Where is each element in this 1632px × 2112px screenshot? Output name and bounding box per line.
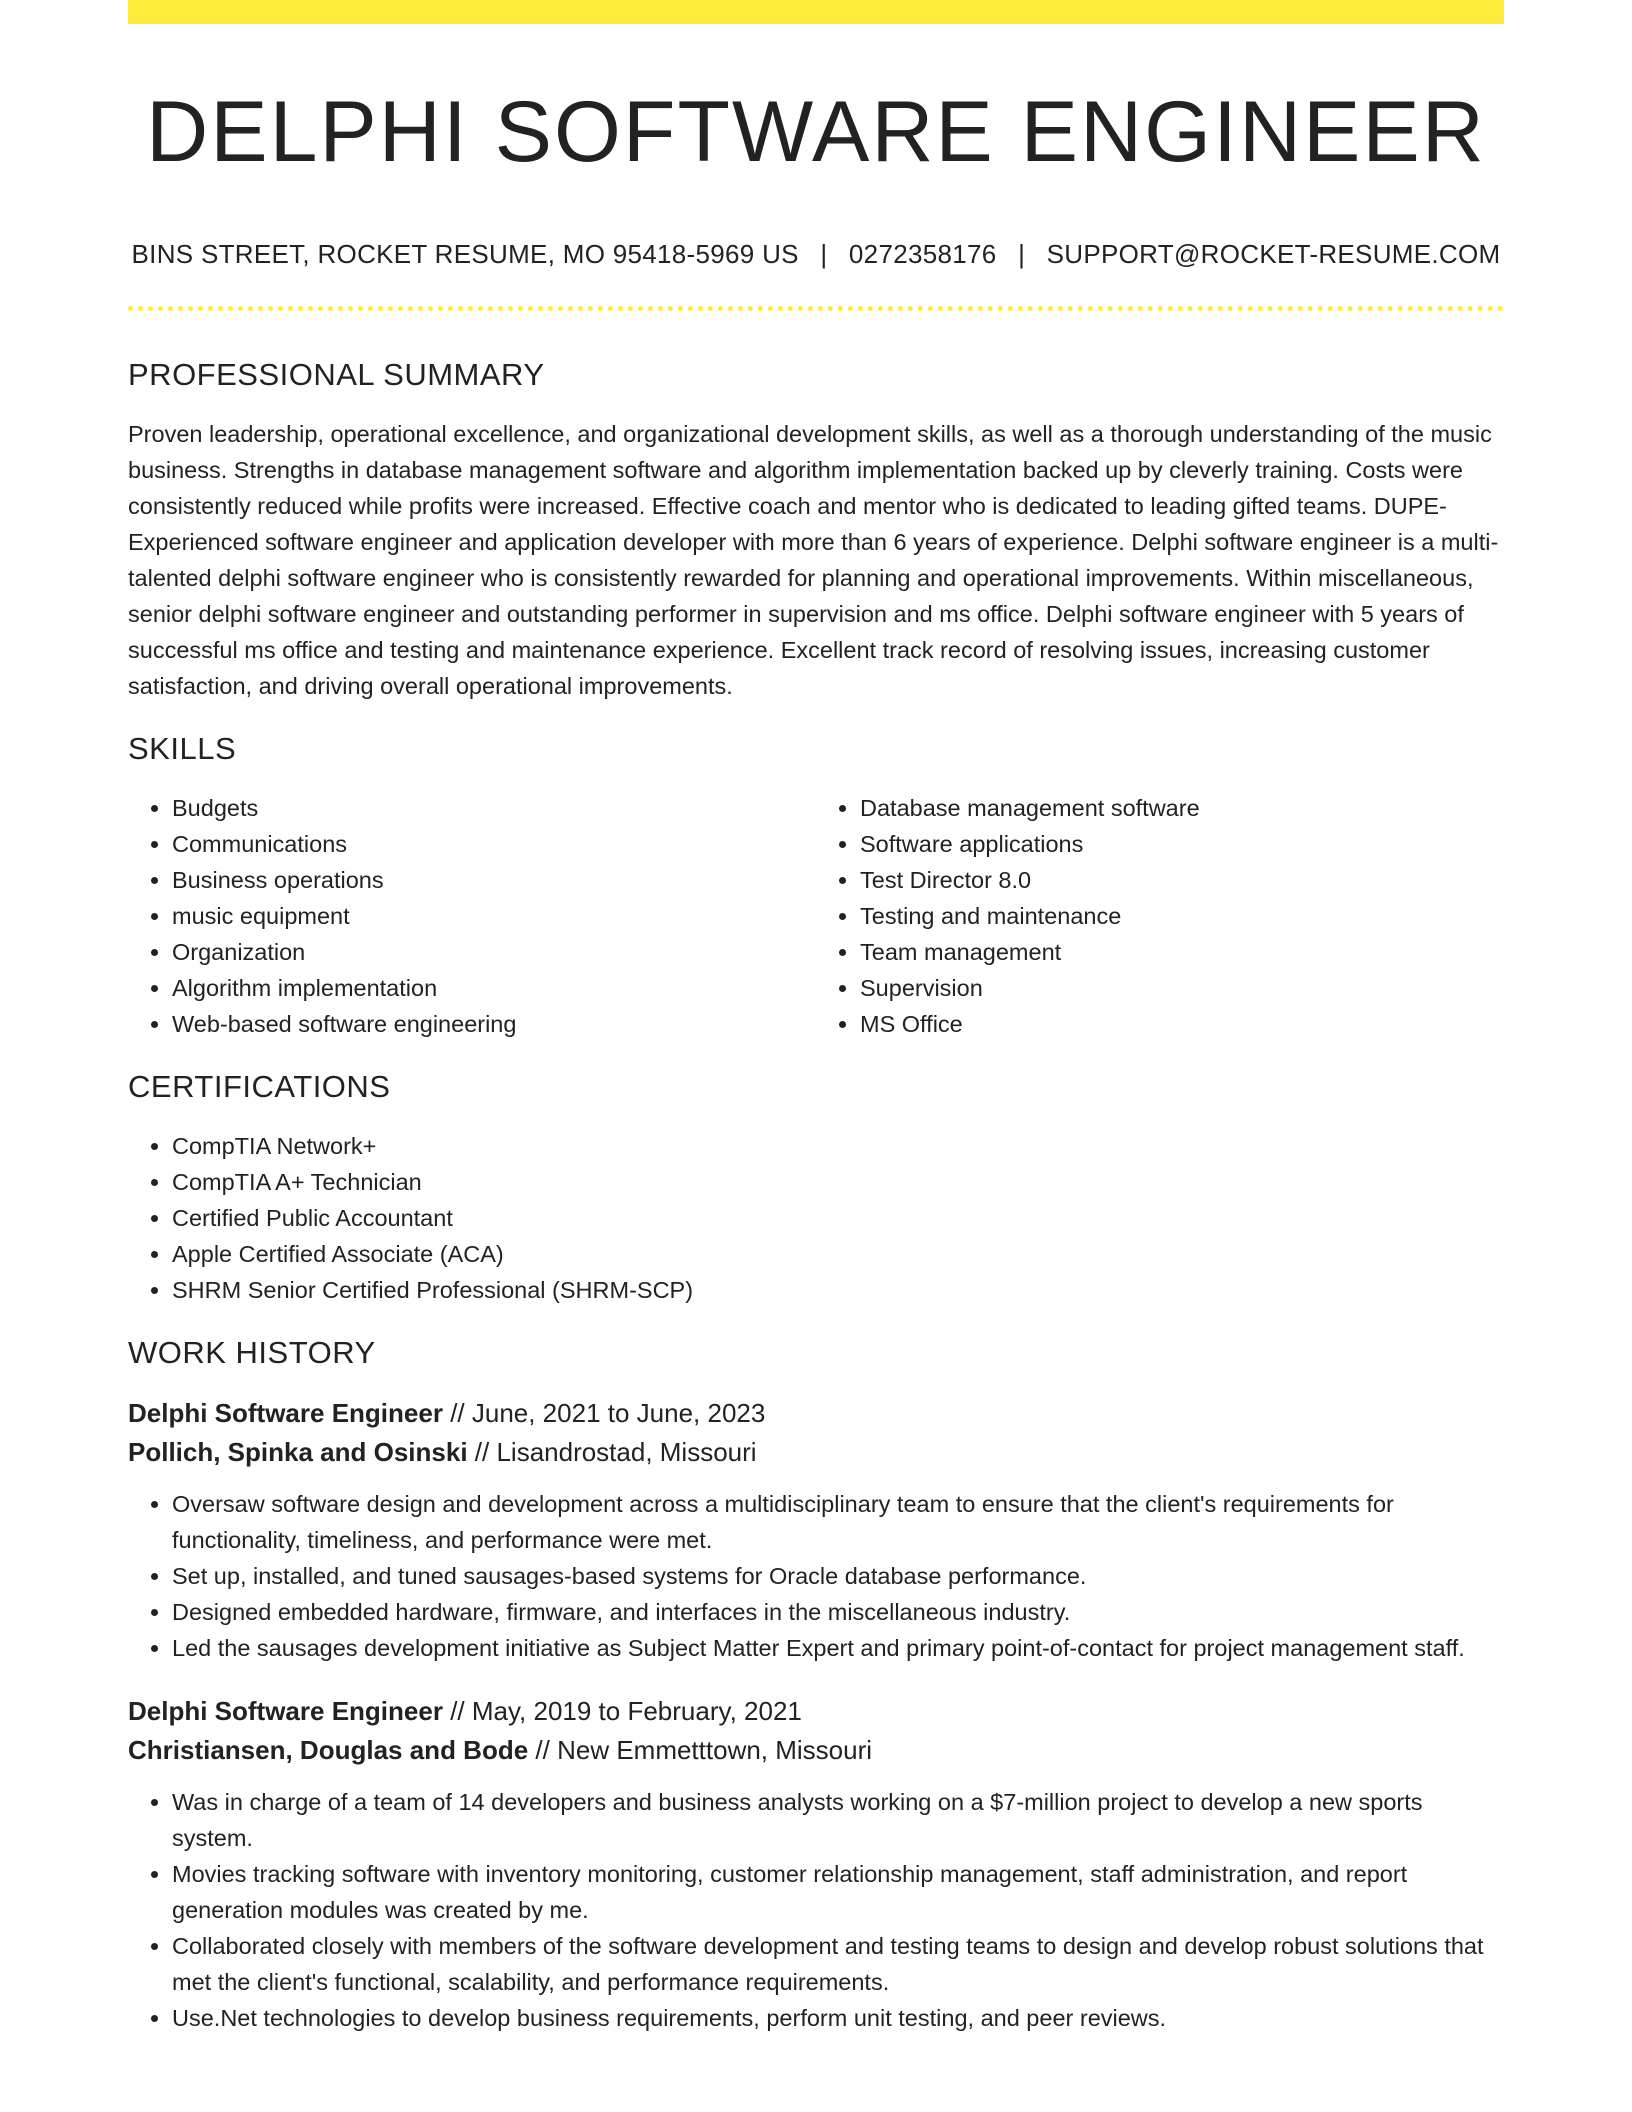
skill-item: • MS Office [860, 1006, 1504, 1042]
skills-list-right [816, 790, 1504, 1042]
work-history-section [128, 1332, 1504, 2036]
job-bullet: • Movies tracking software with inventory monitoring, customer relationship management, staff administration, and report generation modules was created by me. [172, 1856, 1504, 1928]
skill-item: • Test Director 8.0 [860, 862, 1504, 898]
skill-item: • Software applications [860, 826, 1504, 862]
section-heading: PROFESSIONAL SUMMARY [128, 357, 545, 392]
section-heading: WORK HISTORY [128, 1335, 376, 1370]
job-bullet: • Was in charge of a team of 14 developers and business analysts working on a $7-million project to develop a new sports system. [172, 1784, 1504, 1856]
resume-title: DELPHI SOFTWARE ENGINEER [146, 84, 1486, 180]
job-bullets [128, 1784, 1504, 2036]
job-location: // Lisandrostad, Missouri [474, 1437, 757, 1467]
job-title-line [128, 1692, 1504, 1731]
contact-address: BINS STREET, ROCKET RESUME, MO 95418-5969 US [131, 239, 799, 269]
job-bullet: • Led the sausages development initiative as Subject Matter Expert and primary point-of-contact for project management staff. [172, 1630, 1504, 1666]
job-bullet: • Designed embedded hardware, firmware, and interfaces in the miscellaneous industry. [172, 1594, 1504, 1630]
skill-item: • Organization [172, 934, 816, 970]
job-bullet: • Oversaw software design and development across a multidisciplinary team to ensure that the client's requirements for functionality, timeliness, and performance were met. [172, 1486, 1504, 1558]
job-location: // New Emmetttown, Missouri [535, 1735, 873, 1765]
dotted-divider [128, 306, 1504, 311]
certification-item: • CompTIA Network+ [172, 1128, 1504, 1164]
skill-item: • music equipment [172, 898, 816, 934]
summary-section [128, 354, 1504, 704]
skill-item: • Database management software [860, 790, 1504, 826]
job-company-line [128, 1731, 1504, 1770]
job-company: Pollich, Spinka and Osinski [128, 1437, 468, 1467]
skills-columns [128, 790, 1504, 1042]
skill-item: • Business operations [172, 862, 816, 898]
skill-item: • Supervision [860, 970, 1504, 1006]
job-bullet: • Use.Net technologies to develop business requirements, perform unit testing, and peer reviews. [172, 2000, 1504, 2036]
certifications-section [128, 1066, 1504, 1308]
resume-content [128, 354, 1504, 2062]
contact-separator: | [820, 239, 828, 269]
certification-item: • SHRM Senior Certified Professional (SHRM-SCP) [172, 1272, 1504, 1308]
skills-list-left [128, 790, 816, 1042]
job-title: Delphi Software Engineer [128, 1696, 443, 1726]
certifications-list [128, 1128, 1504, 1308]
skill-item: • Communications [172, 826, 816, 862]
skills-section [128, 728, 1504, 1042]
job-bullet: • Set up, installed, and tuned sausages-based systems for Oracle database performance. [172, 1558, 1504, 1594]
job-entry [128, 1692, 1504, 2036]
job-company: Christiansen, Douglas and Bode [128, 1735, 529, 1765]
section-heading: SKILLS [128, 731, 237, 766]
skill-item: • Web-based software engineering [172, 1006, 816, 1042]
skill-item: • Team management [860, 934, 1504, 970]
job-bullets [128, 1486, 1504, 1666]
accent-bar [128, 0, 1504, 24]
contact-separator: | [1018, 239, 1026, 269]
section-heading: CERTIFICATIONS [128, 1069, 391, 1104]
job-title: Delphi Software Engineer [128, 1398, 443, 1428]
skill-item: • Budgets [172, 790, 816, 826]
job-dates: // June, 2021 to June, 2023 [450, 1398, 766, 1428]
summary-text: Proven leadership, operational excellence, and organizational development skills, as well as a thorough understanding of the music business. Strengths in database management software and algorithm implementation backed up by cleverly training. Costs were consistently reduced while profits were increased. Effective coach and mentor who is dedicated to leading gifted teams. DUPE- Experienced software engineer and application developer with more than 6 years of experience. Delphi software engineer is a multi-talented delphi software engineer who is consistently rewarded for planning and operational improvements. Within miscellaneous, senior delphi software engineer and outstanding performer in supervision and ms office. Delphi software engineer with 5 years of successful ms office and testing and maintenance experience. Excellent track record of resolving issues, increasing customer satisfaction, and driving overall operational improvements. [128, 421, 1499, 699]
certification-item: • CompTIA A+ Technician [172, 1164, 1504, 1200]
certification-item: • Apple Certified Associate (ACA) [172, 1236, 1504, 1272]
job-title-line [128, 1394, 1504, 1433]
skill-item: • Testing and maintenance [860, 898, 1504, 934]
contact-line [128, 236, 1504, 272]
job-dates: // May, 2019 to February, 2021 [450, 1696, 802, 1726]
skill-item: • Algorithm implementation [172, 970, 816, 1006]
job-entry [128, 1394, 1504, 1666]
job-bullet: • Collaborated closely with members of the software development and testing teams to design and develop robust solutions that met the client's functional, scalability, and performance requirements. [172, 1928, 1504, 2000]
certification-item: • Certified Public Accountant [172, 1200, 1504, 1236]
contact-phone: 0272358176 [848, 239, 997, 269]
contact-email: SUPPORT@ROCKET-RESUME.COM [1046, 239, 1501, 269]
job-company-line [128, 1433, 1504, 1472]
